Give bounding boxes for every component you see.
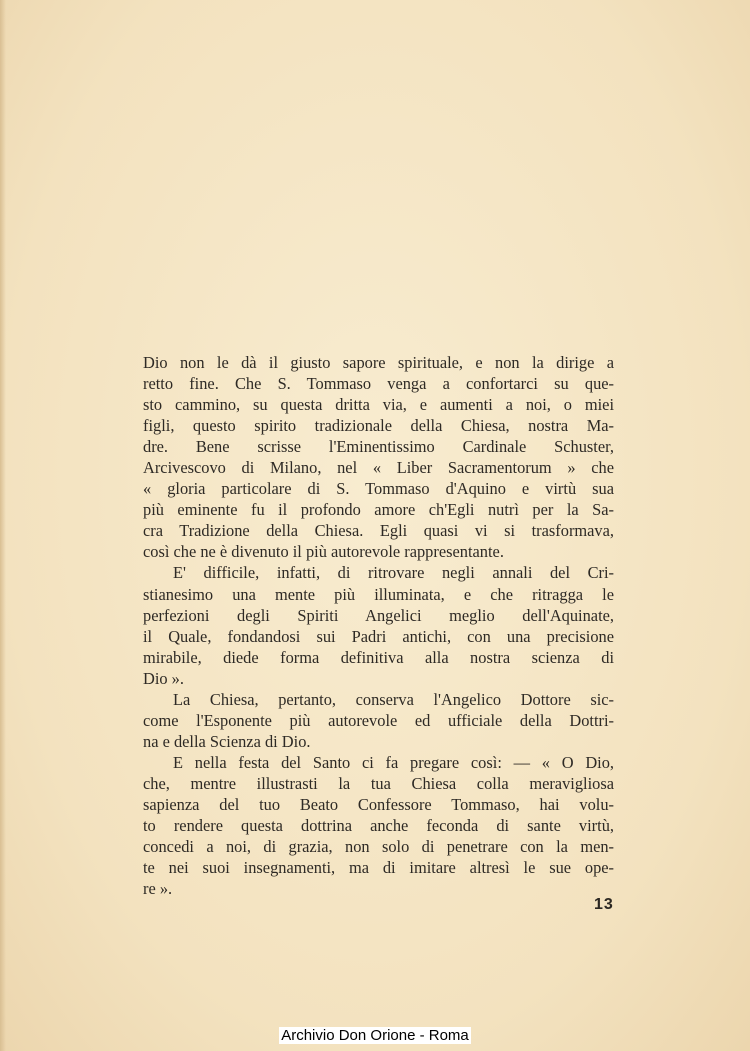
text-line: concedi a noi, di grazia, non solo di penetrare con la men- [143,837,614,857]
text-line: così che ne è divenuto il più autorevole rappresentante. [143,542,504,562]
text-line: retto fine. Che S. Tommaso venga a confortarci su que- [143,374,614,394]
text-line: sto cammino, su questa dritta via, e aumenti a noi, o miei [143,395,614,415]
text-line: stianesimo una mente più illuminata, e che ritragga le [143,584,614,604]
text-line: E nella festa del Santo ci fa pregare così: — « O Dio, [173,752,614,772]
text-line: figli, questo spirito tradizionale della Chiesa, nostra Ma- [143,416,614,436]
text-line: Dio ». [143,668,184,688]
text-line: perfezioni degli Spiriti Angelici meglio dell'Aquinate, [143,605,614,625]
text-line: dre. Bene scrisse l'Eminentissimo Cardinale Schuster, [143,437,614,457]
page-number: 13 [594,896,614,913]
page-edge-shadow [0,0,6,1051]
text-line: come l'Esponente più autorevole ed ufficiale della Dottri- [143,710,614,730]
body-text [143,352,614,899]
text-line: re ». [143,879,173,899]
text-line: E' difficile, infatti, di ritrovare negli annali del Cri- [173,563,614,583]
text-line: mirabile, diede forma definitiva alla nostra scienza di [143,647,614,667]
archive-footer [0,1027,750,1044]
text-line: na e della Scienza di Dio. [143,731,311,751]
text-line: Dio non le dà il giusto sapore spirituale, e non la dirige a [143,353,614,372]
archive-label: Archivio Don Orione - Roma [281,1027,469,1044]
text-line: « gloria particolare di S. Tommaso d'Aquino e virtù sua [143,479,614,499]
text-line: sapienza del tuo Beato Confessore Tommaso, hai volu- [143,794,614,814]
text-line: che, mentre illustrasti la tua Chiesa colla meravigliosa [143,773,614,793]
text-line: cra Tradizione della Chiesa. Egli quasi vi si trasformava, [143,521,614,541]
text-line: La Chiesa, pertanto, conserva l'Angelico Dottore sic- [173,689,614,709]
text-line: il Quale, fondandosi sui Padri antichi, con una precisione [143,626,614,646]
text-line: più eminente fu il profondo amore ch'Egli nutrì per la Sa- [143,500,614,520]
text-line: to rendere questa dottrina anche feconda di sante virtù, [143,816,614,836]
text-line: Arcivescovo di Milano, nel « Liber Sacramentorum » che [143,458,614,478]
text-line: te nei suoi insegnamenti, ma di imitare altresì le sue ope- [143,858,614,878]
